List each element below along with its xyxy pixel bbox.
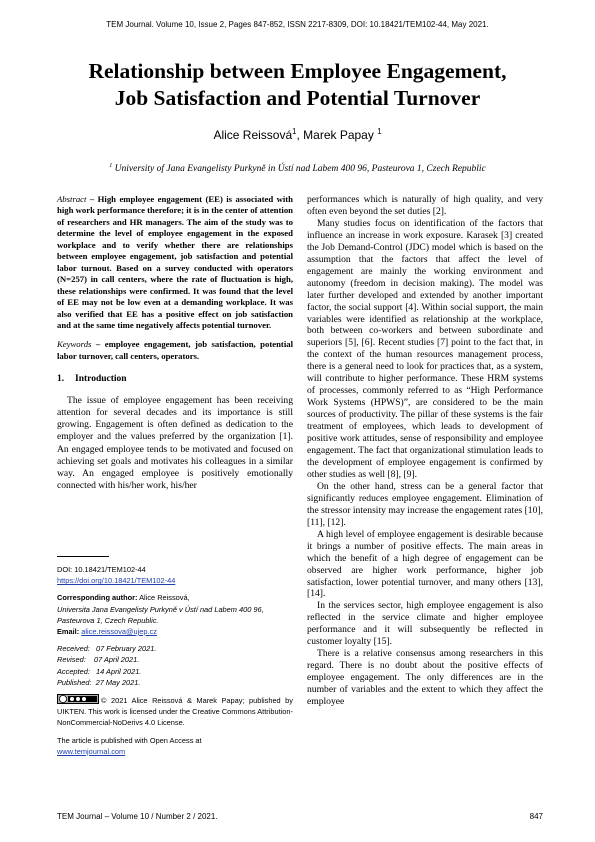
body-paragraph: There is a relative consensus among researchers in this regard. There is no doubt about the positive effects of employee engagement. The only differences are in the number of variables and the extent to which they affect the employee — [307, 648, 543, 708]
section-heading-introduction — [57, 374, 293, 384]
article-info-footnote — [57, 564, 293, 757]
affiliation-text: University of Jana Evangelisty Purkyně in Ústí nad Labem 400 96, Pasteurova 1, Czech Republic — [114, 164, 486, 174]
keywords-text: employee engagement, job satisfaction, potential labor turnover, call centers, operators. — [57, 339, 293, 361]
license-text: © 2021 Alice Reissová & Marek Papay; published by UIKTEN. This work is licensed under the Creative Commons Attribution-NonCommercial-NoDerivs 4.0 License. — [57, 696, 293, 728]
author-1: Alice Reissová — [213, 128, 293, 142]
abstract-text: High employee engagement (EE) is associated with high work performance therefore; it is in the center of attention of researchers and HR managers. The aim of the study was to determine the level of employee engagement in the exposed workplace and to verify whether there are relationships between employee engagement, job satisfaction and potential labor turnout. Based on a survey conducted with operators (N=257) in call centers, where the rate of fluctuation is high, these relationships were confirmed. It was found that the level of EE may not be low even at a demanding workplace. It was also verified that EE has a positive effect on job satisfaction and at the same time negatively affects potential turnover. — [57, 194, 293, 330]
abstract-label: Abstract — [57, 194, 87, 204]
date-accepted: Accepted: 14 April 2021. — [57, 666, 142, 676]
affiliation — [0, 164, 595, 174]
open-access-text: The article is published with Open Access at — [57, 735, 202, 745]
email-label: Email: — [57, 627, 80, 637]
right-column — [307, 194, 543, 708]
keywords-dash: – — [91, 339, 105, 350]
corresponding-author-affiliation: Universita Jana Evangelisty Purkyně v Ústí nad Labem 400 96, Pasteurova 1, Czech Republic. — [57, 604, 264, 625]
date-received: Received: 07 February 2021. — [57, 644, 157, 654]
doi-text: DOI: 10.18421/TEM102-44 — [57, 565, 146, 574]
keywords-label: Keywords — [57, 339, 92, 350]
paper-title — [40, 58, 555, 112]
title-line-1: Relationship between Employee Engagement, — [88, 59, 507, 83]
license-statement — [57, 694, 293, 729]
cc-by-nc-nd-license-icon — [57, 694, 99, 704]
keywords — [57, 339, 293, 362]
introduction-paragraph: The issue of employee engagement has been receiving attention for several decades and its importance is still growing. Engagement is often defined as dedication to the employer and the values preferred by the organization [1]. An engaged employee tends to be motivated and focused on achieving set goals and motivates his colleagues in a similar way. An engaged employee is positively emotionally connected with his/her work, his/her — [57, 395, 293, 491]
footnote-divider — [57, 556, 109, 557]
abstract-dash: – — [86, 194, 98, 204]
author-1-affil-mark: 1 — [292, 127, 297, 136]
body-paragraph: A high level of employee engagement is desirable because it brings a number of positive effects. The main areas in which the benefit of a high degree of engagement can be observed are higher work performance, higher job satisfaction, lower potential turnover, and many others [13], [14]. — [307, 528, 543, 600]
doi-link[interactable]: https://doi.org/10.18421/TEM102-44 — [57, 576, 176, 586]
date-revised: Revised: 07 April 2021. — [57, 655, 140, 665]
journal-website-link[interactable]: www.temjournal.com — [57, 746, 126, 756]
author-2-affil-mark: 1 — [377, 127, 382, 136]
body-paragraph: Many studies focus on identification of the factors that influence an increase in work exposure. Karasek [3] created the Job Demand-Control (JDC) model which is based on the assumption that the factors that affect the level of engagement are mainly the working environment and autonomy (freedom in decision making). The model was later further developed and extended by another important factor, the social support [4]. Within social support, the main variables were identified as relationship at the workplace, both between co-workers and between subordinate and superiors [5], [6]. Recent studies [7] point to the fact that, in the context of the human resources management process, there is a general need to look for practices that, as a system, will contribute to higher performance. These HRM systems of processes, commonly referred to as “High Performance Work Systems (HPWS)”, are considered to be the main sources of productivity. The pillar of these systems is the fair treatment of employees, which leads to development of positive work attitudes, sense of responsibility and employee engagement. The fact that organizational stimulation leads to the development of employee engagement is confirmed by other studies as well [8], [9]. — [307, 217, 543, 480]
abstract — [57, 194, 293, 331]
title-line-2: Job Satisfaction and Potential Turnover — [114, 86, 481, 110]
affiliation-mark: 1 — [109, 162, 113, 169]
corresponding-author-label: Corresponding author: — [57, 593, 138, 603]
author-list — [0, 128, 595, 142]
footer-journal-info: TEM Journal – Volume 10 / Number 2 / 2021. — [57, 812, 218, 821]
email-link[interactable]: alice.reissova@ujep.cz — [81, 627, 157, 637]
left-column — [57, 194, 293, 492]
section-title: Introduction — [75, 374, 127, 385]
corresponding-author-name: Alice Reissová, — [137, 593, 190, 603]
date-published: Published: 27 May 2021. — [57, 677, 141, 687]
body-paragraph: On the other hand, stress can be a general factor that significantly reduces employee engagement. Elimination of the stressor intensity may increase the engagement rates [10], [11], [12]. — [307, 480, 543, 528]
body-paragraph: In the services sector, high employee engagement is also reflected in the service climate and higher employee performance and it will subsequently be reflected in customer loyalty [15]. — [307, 600, 543, 648]
author-2: Marek Papay — [303, 128, 374, 142]
section-number: 1. — [57, 374, 65, 385]
page-number: 847 — [529, 812, 543, 821]
body-paragraph: performances which is naturally of high quality, and very often even beyond the set duties [2]. — [307, 194, 543, 217]
author-separator: , — [296, 128, 304, 142]
running-header: TEM Journal. Volume 10, Issue 2, Pages 847-852, ISSN 2217-8309, DOI: 10.18421/TEM102-44, May 2021. — [106, 20, 489, 29]
